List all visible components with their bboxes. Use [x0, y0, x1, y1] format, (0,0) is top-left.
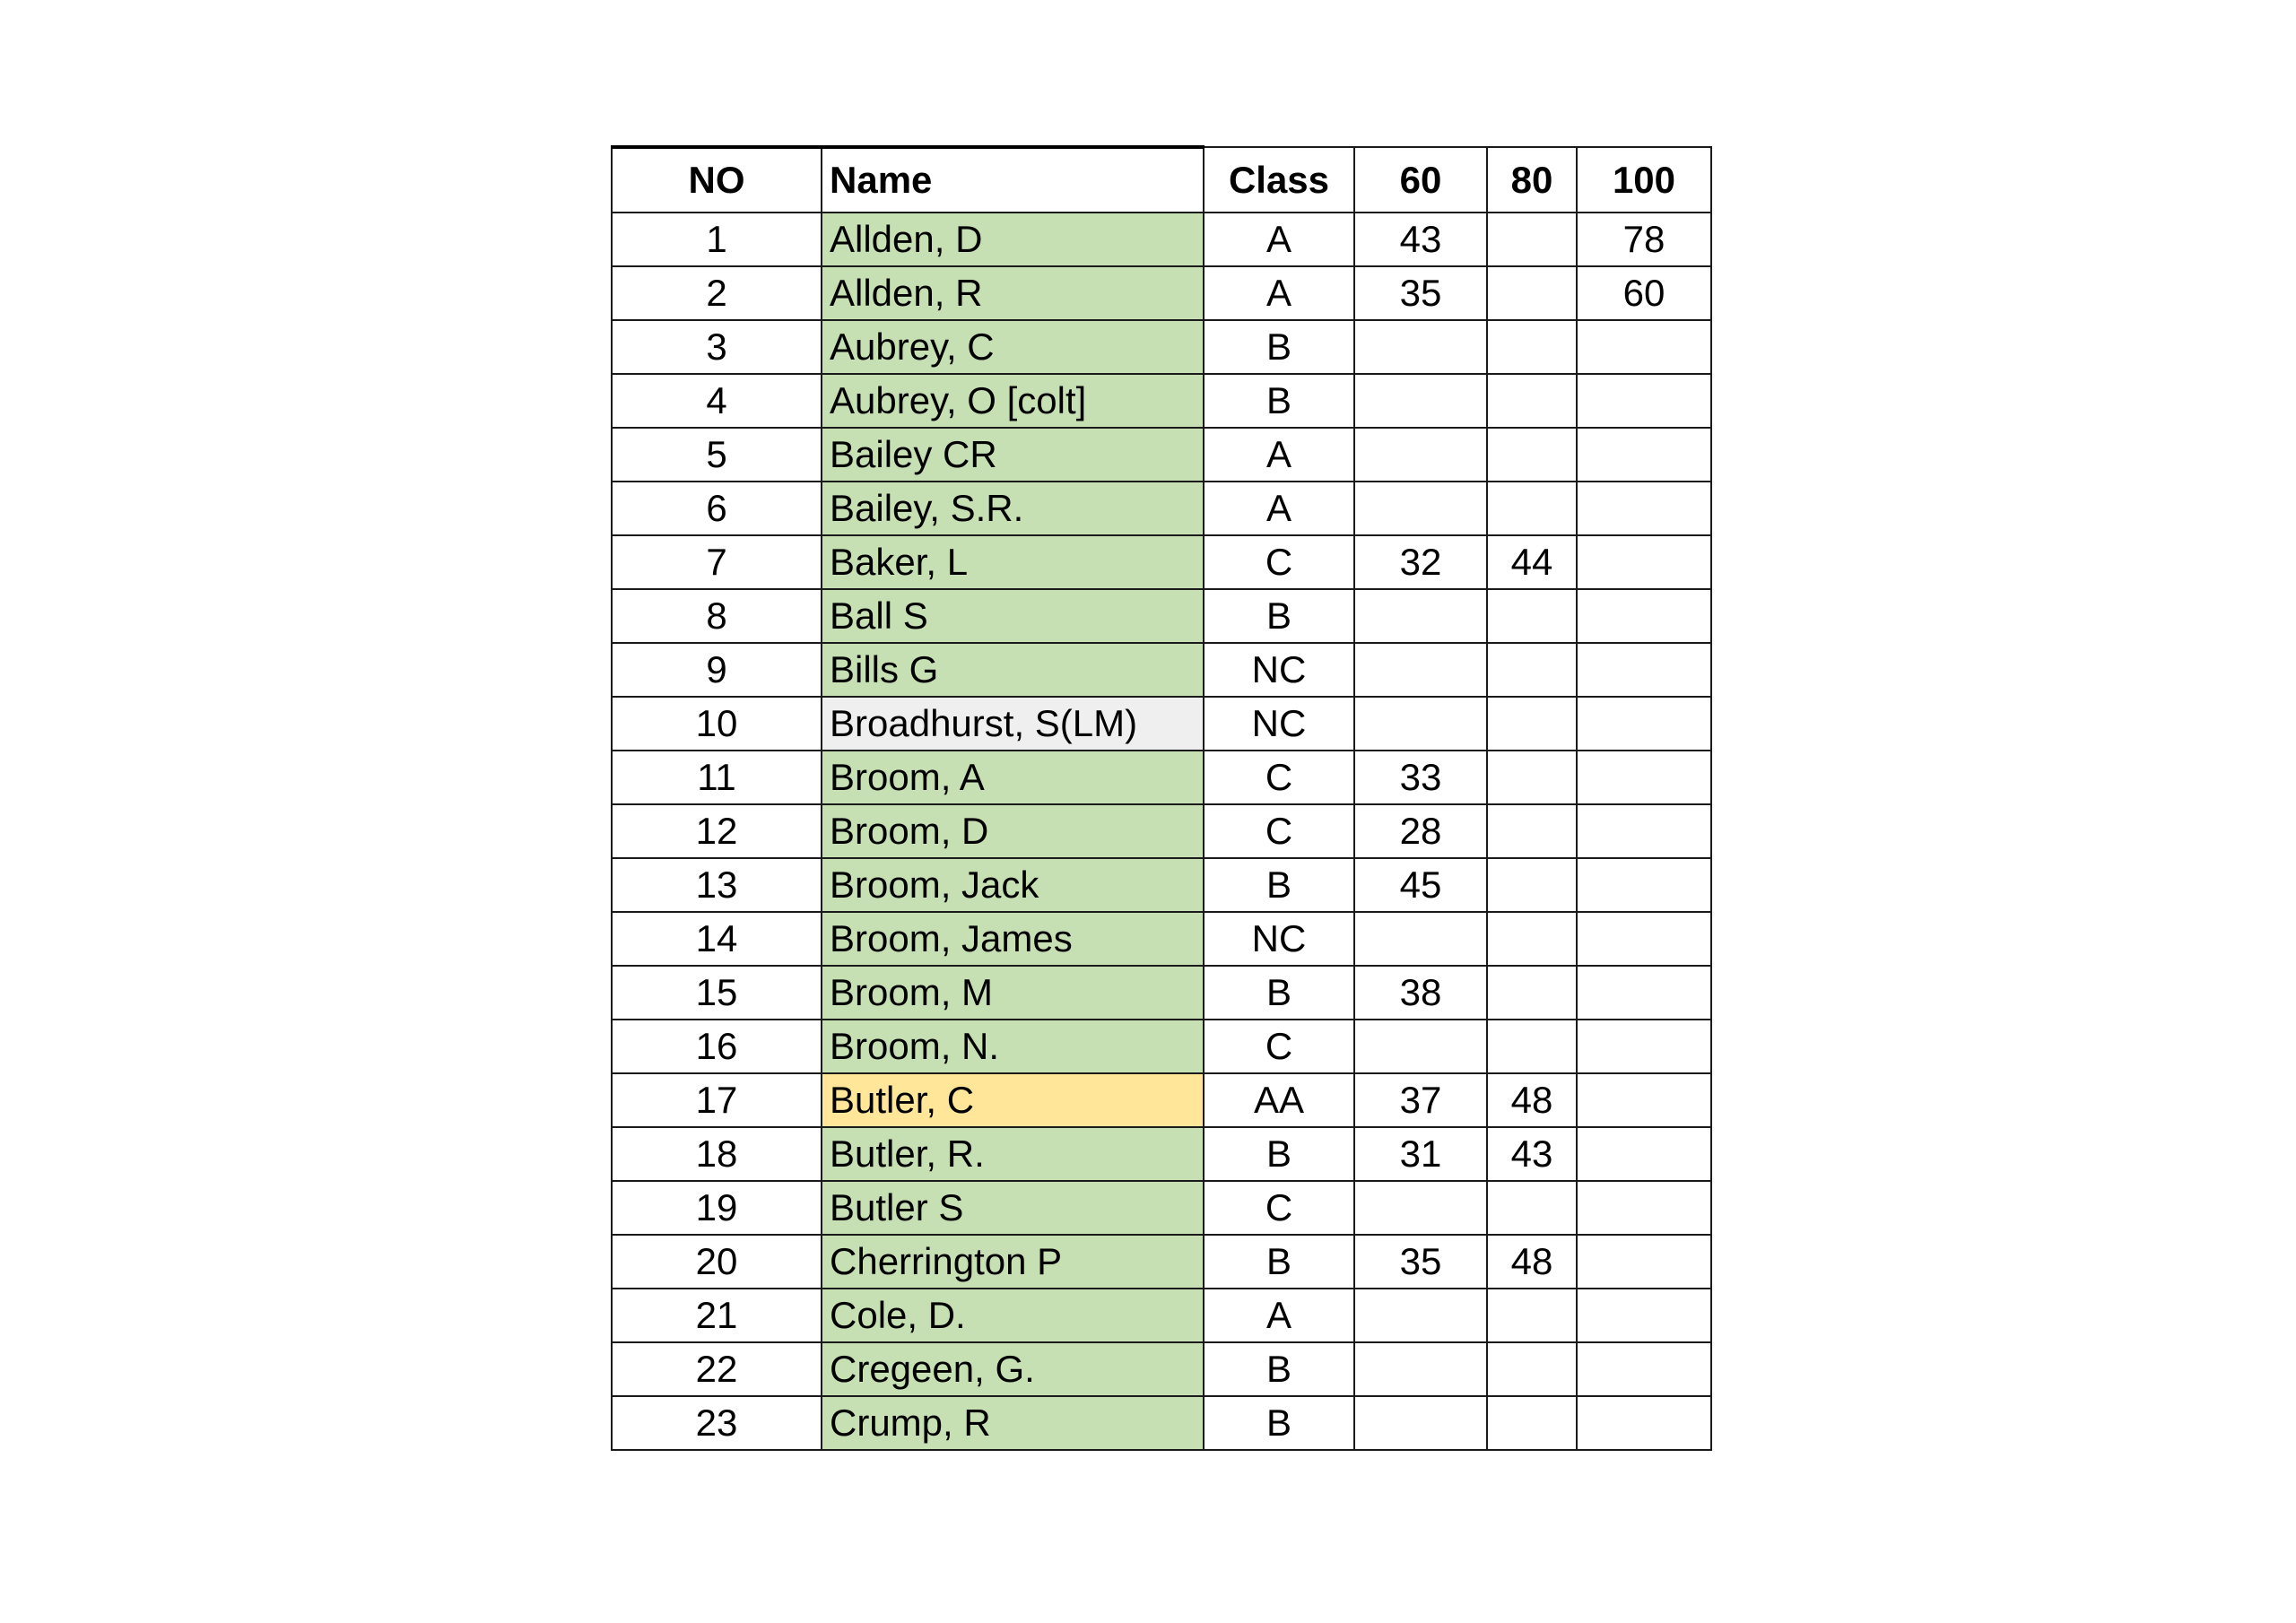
cell-name[interactable]: Bailey, S.R.: [822, 482, 1204, 535]
header-row: [612, 147, 1711, 213]
cell-60[interactable]: 33: [1354, 751, 1487, 804]
cell-100[interactable]: [1577, 1181, 1711, 1235]
cell-60[interactable]: [1354, 643, 1487, 697]
table-row: [612, 1073, 1711, 1127]
table-row: [612, 535, 1711, 589]
table-row: [612, 1181, 1711, 1235]
cell-name[interactable]: Broom, A: [822, 751, 1204, 804]
cell-100[interactable]: [1577, 535, 1711, 589]
table-row: [612, 428, 1711, 482]
cell-no[interactable]: 17: [612, 1073, 822, 1127]
cell-100[interactable]: [1577, 482, 1711, 535]
table-row: [612, 1289, 1711, 1342]
cell-name[interactable]: Bailey CR: [822, 428, 1204, 482]
cell-name[interactable]: Aubrey, C: [822, 320, 1204, 374]
cell-class[interactable]: C: [1204, 1020, 1354, 1073]
cell-no[interactable]: 6: [612, 482, 822, 535]
score-table: [611, 145, 1712, 1451]
cell-100[interactable]: [1577, 697, 1711, 751]
cell-80[interactable]: [1487, 213, 1577, 266]
table-body: [612, 213, 1711, 1450]
cell-no[interactable]: 3: [612, 320, 822, 374]
cell-100[interactable]: [1577, 966, 1711, 1020]
cell-100[interactable]: [1577, 912, 1711, 966]
cell-60[interactable]: [1354, 374, 1487, 428]
cell-name[interactable]: Broom, N.: [822, 1020, 1204, 1073]
cell-class[interactable]: A: [1204, 482, 1354, 535]
cell-80[interactable]: [1487, 804, 1577, 858]
cell-80[interactable]: [1487, 482, 1577, 535]
cell-class[interactable]: B: [1204, 1342, 1354, 1396]
cell-80[interactable]: [1487, 1289, 1577, 1342]
cell-60[interactable]: 35: [1354, 266, 1487, 320]
table-row: [612, 1235, 1711, 1289]
cell-name[interactable]: Allden, D: [822, 213, 1204, 266]
cell-no[interactable]: 23: [612, 1396, 822, 1450]
cell-no[interactable]: 4: [612, 374, 822, 428]
cell-80[interactable]: [1487, 1342, 1577, 1396]
cell-no[interactable]: 8: [612, 589, 822, 643]
cell-60[interactable]: [1354, 697, 1487, 751]
cell-60[interactable]: 32: [1354, 535, 1487, 589]
cell-class[interactable]: B: [1204, 966, 1354, 1020]
cell-name[interactable]: Bills G: [822, 643, 1204, 697]
cell-class[interactable]: B: [1204, 1127, 1354, 1181]
table-row: [612, 751, 1711, 804]
cell-60[interactable]: [1354, 1181, 1487, 1235]
cell-no[interactable]: 20: [612, 1235, 822, 1289]
cell-name[interactable]: Allden, R: [822, 266, 1204, 320]
cell-100[interactable]: [1577, 1020, 1711, 1073]
table-row: [612, 804, 1711, 858]
cell-name[interactable]: Butler, R.: [822, 1127, 1204, 1181]
cell-100[interactable]: [1577, 428, 1711, 482]
table-row: [612, 266, 1711, 320]
cell-100[interactable]: [1577, 751, 1711, 804]
cell-60[interactable]: 35: [1354, 1235, 1487, 1289]
cell-class[interactable]: B: [1204, 858, 1354, 912]
cell-name[interactable]: Butler S: [822, 1181, 1204, 1235]
cell-60[interactable]: [1354, 589, 1487, 643]
cell-class[interactable]: C: [1204, 804, 1354, 858]
cell-no[interactable]: 7: [612, 535, 822, 589]
cell-80[interactable]: [1487, 966, 1577, 1020]
cell-100[interactable]: [1577, 1396, 1711, 1450]
cell-no[interactable]: 2: [612, 266, 822, 320]
cell-name[interactable]: Broom, M: [822, 966, 1204, 1020]
cell-name[interactable]: Broom, James: [822, 912, 1204, 966]
cell-no[interactable]: 12: [612, 804, 822, 858]
cell-60[interactable]: [1354, 1020, 1487, 1073]
table-row: [612, 589, 1711, 643]
cell-100[interactable]: [1577, 589, 1711, 643]
cell-name[interactable]: Broom, Jack: [822, 858, 1204, 912]
cell-class[interactable]: A: [1204, 266, 1354, 320]
cell-no[interactable]: 21: [612, 1289, 822, 1342]
cell-80[interactable]: [1487, 643, 1577, 697]
cell-80[interactable]: [1487, 428, 1577, 482]
cell-100[interactable]: [1577, 1289, 1711, 1342]
cell-no[interactable]: 16: [612, 1020, 822, 1073]
table-row: [612, 320, 1711, 374]
cell-80[interactable]: [1487, 320, 1577, 374]
cell-name[interactable]: Baker, L: [822, 535, 1204, 589]
cell-class[interactable]: A: [1204, 213, 1354, 266]
cell-100[interactable]: [1577, 1073, 1711, 1127]
table-row: [612, 1396, 1711, 1450]
cell-class[interactable]: C: [1204, 535, 1354, 589]
cell-class[interactable]: A: [1204, 1289, 1354, 1342]
table-row: [612, 1342, 1711, 1396]
cell-80[interactable]: [1487, 751, 1577, 804]
cell-60[interactable]: 38: [1354, 966, 1487, 1020]
cell-100[interactable]: [1577, 374, 1711, 428]
cell-name[interactable]: Cherrington P: [822, 1235, 1204, 1289]
cell-no[interactable]: 14: [612, 912, 822, 966]
cell-60[interactable]: [1354, 320, 1487, 374]
header-class[interactable]: Class: [1204, 147, 1354, 213]
cell-80[interactable]: 48: [1487, 1235, 1577, 1289]
cell-no[interactable]: 5: [612, 428, 822, 482]
cell-80[interactable]: [1487, 589, 1577, 643]
cell-class[interactable]: A: [1204, 428, 1354, 482]
header-100[interactable]: 100: [1577, 147, 1711, 213]
cell-80[interactable]: [1487, 912, 1577, 966]
table-row: [612, 1020, 1711, 1073]
table-row: [612, 912, 1711, 966]
cell-class[interactable]: B: [1204, 1396, 1354, 1450]
cell-no[interactable]: 18: [612, 1127, 822, 1181]
cell-80[interactable]: [1487, 1396, 1577, 1450]
cell-class[interactable]: B: [1204, 320, 1354, 374]
cell-name[interactable]: Broom, D: [822, 804, 1204, 858]
cell-no[interactable]: 13: [612, 858, 822, 912]
table-row: [612, 643, 1711, 697]
cell-60[interactable]: 31: [1354, 1127, 1487, 1181]
cell-100[interactable]: [1577, 1235, 1711, 1289]
cell-80[interactable]: 44: [1487, 535, 1577, 589]
cell-60[interactable]: [1354, 1342, 1487, 1396]
table-row: [612, 374, 1711, 428]
cell-80[interactable]: 43: [1487, 1127, 1577, 1181]
cell-60[interactable]: [1354, 428, 1487, 482]
cell-80[interactable]: [1487, 266, 1577, 320]
cell-no[interactable]: 11: [612, 751, 822, 804]
cell-60[interactable]: [1354, 1396, 1487, 1450]
cell-class[interactable]: NC: [1204, 912, 1354, 966]
cell-class[interactable]: C: [1204, 1181, 1354, 1235]
cell-60[interactable]: 43: [1354, 213, 1487, 266]
cell-80[interactable]: 48: [1487, 1073, 1577, 1127]
cell-class[interactable]: B: [1204, 589, 1354, 643]
cell-no[interactable]: 1: [612, 213, 822, 266]
cell-name[interactable]: Ball S: [822, 589, 1204, 643]
cell-class[interactable]: C: [1204, 751, 1354, 804]
cell-100[interactable]: [1577, 320, 1711, 374]
cell-60[interactable]: 28: [1354, 804, 1487, 858]
table-row: [612, 966, 1711, 1020]
cell-80[interactable]: [1487, 1020, 1577, 1073]
cell-name[interactable]: Butler, C: [822, 1073, 1204, 1127]
cell-no[interactable]: 19: [612, 1181, 822, 1235]
header-60[interactable]: 60: [1354, 147, 1487, 213]
header-no[interactable]: NO: [612, 147, 822, 213]
cell-class[interactable]: B: [1204, 374, 1354, 428]
cell-60[interactable]: [1354, 482, 1487, 535]
cell-100[interactable]: [1577, 858, 1711, 912]
cell-class[interactable]: AA: [1204, 1073, 1354, 1127]
cell-100[interactable]: [1577, 804, 1711, 858]
cell-60[interactable]: [1354, 912, 1487, 966]
header-name[interactable]: Name: [822, 147, 1204, 213]
table-row: [612, 858, 1711, 912]
cell-100[interactable]: [1577, 1127, 1711, 1181]
cell-name[interactable]: Crump, R: [822, 1396, 1204, 1450]
cell-60[interactable]: [1354, 1289, 1487, 1342]
cell-no[interactable]: 9: [612, 643, 822, 697]
cell-name[interactable]: Cregeen, G.: [822, 1342, 1204, 1396]
table-row: [612, 697, 1711, 751]
cell-name[interactable]: Broadhurst, S(LM): [822, 697, 1204, 751]
cell-no[interactable]: 10: [612, 697, 822, 751]
header-80[interactable]: 80: [1487, 147, 1577, 213]
table-row: [612, 1127, 1711, 1181]
cell-80[interactable]: [1487, 858, 1577, 912]
cell-class[interactable]: NC: [1204, 697, 1354, 751]
cell-80[interactable]: [1487, 1181, 1577, 1235]
cell-60[interactable]: 37: [1354, 1073, 1487, 1127]
table-row: [612, 482, 1711, 535]
cell-name[interactable]: Aubrey, O [colt]: [822, 374, 1204, 428]
cell-80[interactable]: [1487, 697, 1577, 751]
cell-name[interactable]: Cole, D.: [822, 1289, 1204, 1342]
cell-100[interactable]: 78: [1577, 213, 1711, 266]
cell-80[interactable]: [1487, 374, 1577, 428]
cell-class[interactable]: NC: [1204, 643, 1354, 697]
cell-no[interactable]: 15: [612, 966, 822, 1020]
table-row: [612, 213, 1711, 266]
cell-100[interactable]: [1577, 643, 1711, 697]
cell-no[interactable]: 22: [612, 1342, 822, 1396]
cell-100[interactable]: 60: [1577, 266, 1711, 320]
cell-class[interactable]: B: [1204, 1235, 1354, 1289]
cell-100[interactable]: [1577, 1342, 1711, 1396]
cell-60[interactable]: 45: [1354, 858, 1487, 912]
